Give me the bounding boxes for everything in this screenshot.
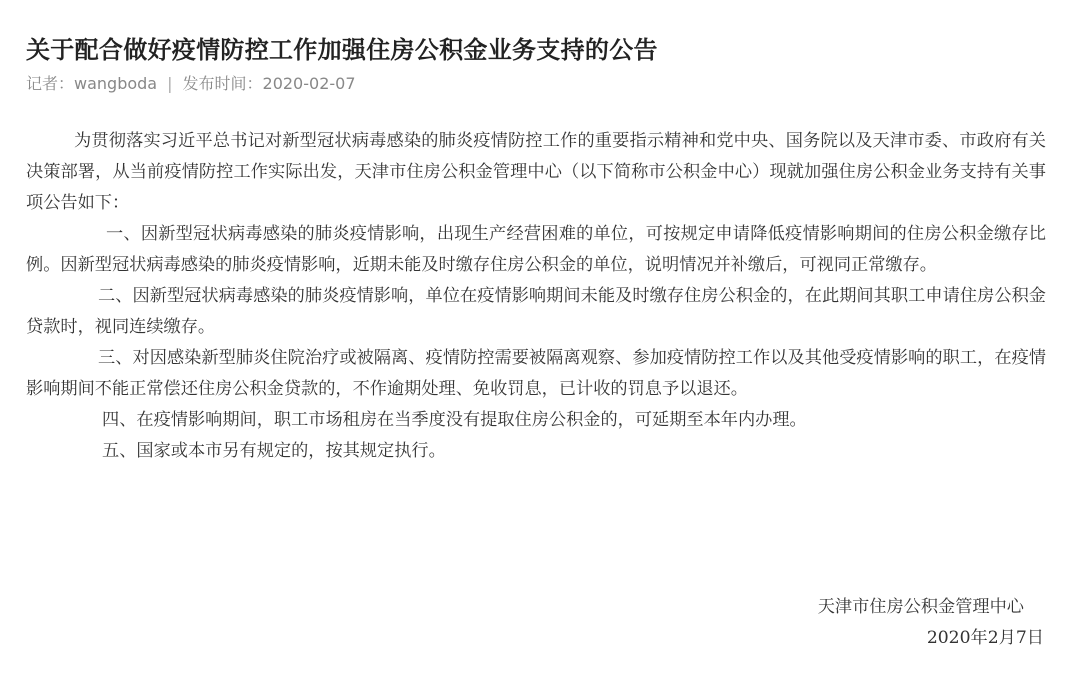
paragraph-item-1: 一、因新型冠状病毒感染的肺炎疫情影响，出现生产经营困难的单位，可按规定申请降低疫情影响期间的住房公积金缴存比例。因新型冠状病毒感染的肺炎疫情影响，近期未能及时缴存住房公积金的单位，说明情况并补缴后，可视同正常缴存。: [26, 224, 1046, 275]
article-body: [26, 126, 1046, 467]
reporter-label: 记者：: [26, 74, 75, 93]
paragraph-item-4: 四、在疫情影响期间，职工市场租房在当季度没有提取住房公积金的，可延期至本年内办理。: [102, 410, 807, 430]
article-title: 关于配合做好疫情防控工作加强住房公积金业务支持的公告: [26, 36, 658, 64]
publish-date: 2020-02-07: [262, 74, 356, 93]
article-meta: [26, 72, 1056, 96]
publish-label: 发布时间：: [182, 74, 263, 93]
signature-organization: 天津市住房公积金管理中心: [817, 597, 1024, 617]
reporter-name: wangboda: [74, 74, 158, 93]
paragraph-intro: 为贯彻落实习近平总书记对新型冠状病毒感染的肺炎疫情防控工作的重要指示精神和党中央、国务院以及天津市委、市政府有关决策部署，从当前疫情防控工作实际出发，天津市住房公积金管理中心（以下简称市公积金中心）现就加强住房公积金业务支持有关事项公告如下：: [26, 131, 1046, 213]
signature-block: [644, 592, 1044, 654]
paragraph-item-2: 二、因新型冠状病毒感染的肺炎疫情影响，单位在疫情影响期间未能及时缴存住房公积金的，在此期间其职工申请住房公积金贷款时，视同连续缴存。: [26, 286, 1046, 337]
paragraph-item-5: 五、国家或本市另有规定的，按其规定执行。: [102, 441, 446, 461]
meta-separator: |: [167, 74, 173, 93]
paragraph-item-3: 三、对因感染新型肺炎住院治疗或被隔离、疫情防控需要被隔离观察、参加疫情防控工作以及其他受疫情影响的职工，在疫情影响期间不能正常偿还住房公积金贷款的，不作逾期处理、免收罚息，已计收的罚息予以退还。: [26, 348, 1046, 399]
article-header: [26, 0, 1056, 96]
signature-date: 2020年2月7日: [926, 628, 1044, 648]
